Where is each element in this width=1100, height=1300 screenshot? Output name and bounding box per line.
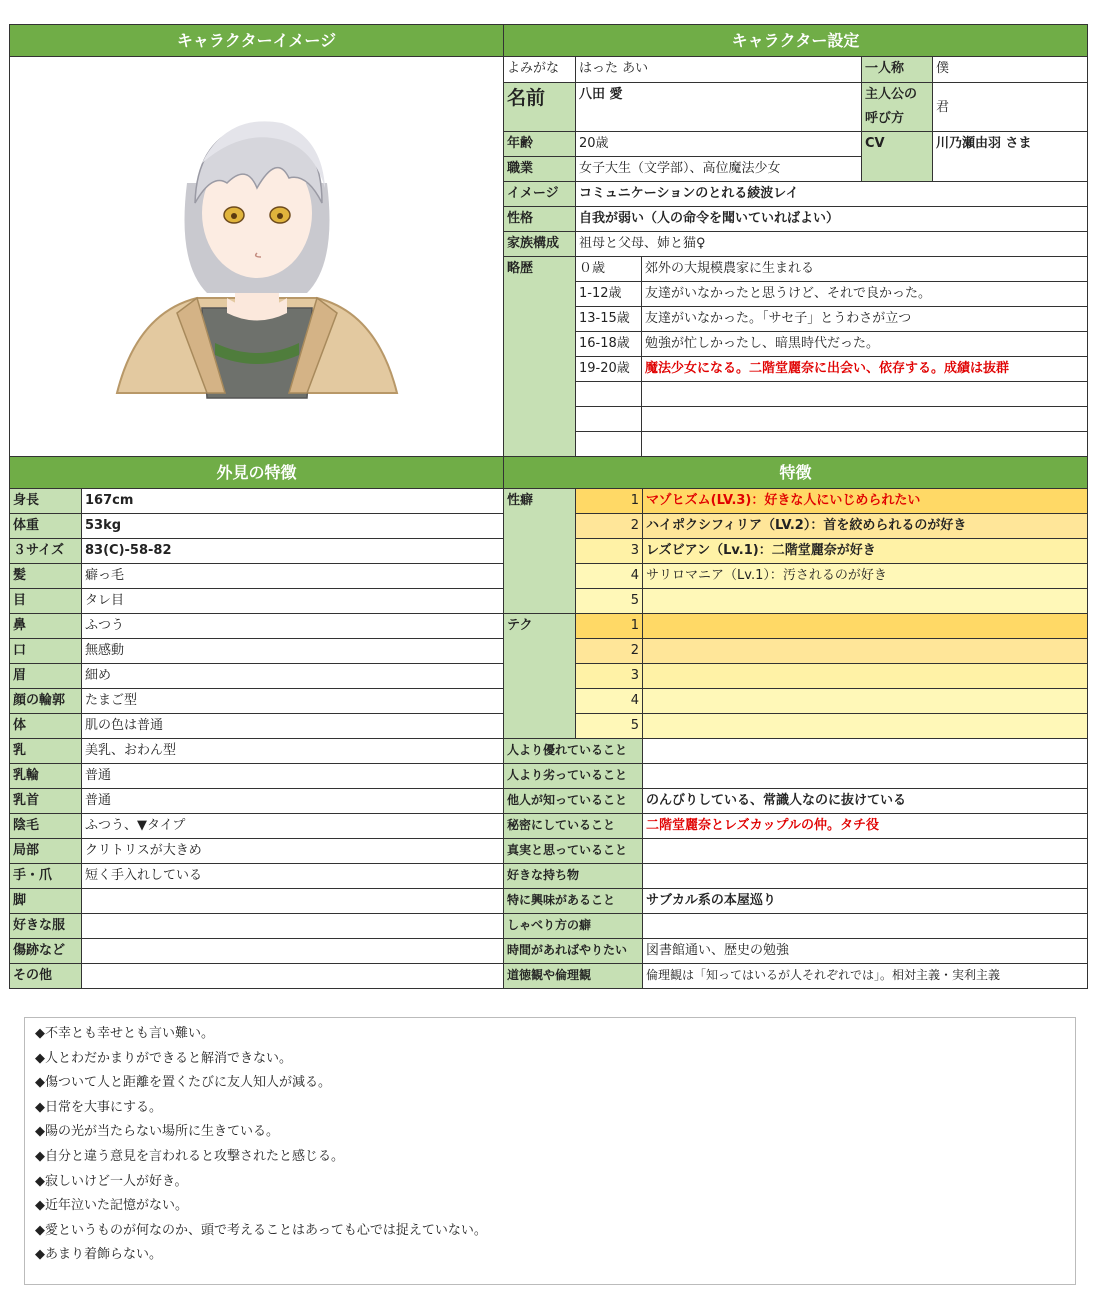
appearance-value — [82, 939, 504, 964]
appearance-label: 脚 — [10, 889, 82, 914]
name-value: 八田 愛 — [576, 83, 862, 132]
appearance-value: 無感動 — [82, 639, 504, 664]
fetish-number: 2 — [576, 514, 643, 539]
cv-value: 川乃瀬由羽 さま — [933, 132, 1088, 182]
fetish-number: 1 — [576, 489, 643, 514]
appearance-value: 美乳、おわん型 — [82, 739, 504, 764]
tech-text — [643, 689, 1088, 714]
appearance-label: 顔の輪郭 — [10, 689, 82, 714]
appearance-label: 局部 — [10, 839, 82, 864]
tech-text — [643, 639, 1088, 664]
settings-header: キャラクター設定 — [504, 25, 1088, 57]
trait-value — [643, 764, 1088, 789]
appearance-value: 普通 — [82, 789, 504, 814]
history-text: 友達がいなかった。「サセ子」とうわさが立つ — [642, 307, 1088, 332]
fetish-number: 4 — [576, 564, 643, 589]
fetish-text: サリロマニア（Lv.1）：汚されるのが好き — [643, 564, 1088, 589]
job-label: 職業 — [504, 157, 576, 182]
note-line: ◆傷ついて人と距離を置くたびに友人知人が減る。 — [35, 1075, 331, 1091]
trait-label: しゃべり方の癖 — [504, 914, 643, 939]
appearance-label: 体重 — [10, 514, 82, 539]
appearance-value: 83(C)-58-82 — [82, 539, 504, 564]
history-age: 13-15歳 — [576, 307, 642, 332]
history-age: 16-18歳 — [576, 332, 642, 357]
trait-value: 倫理観は「知ってはいるが人それぞれでは」。相対主義・実利主義 — [643, 964, 1088, 989]
fetish-text: レズビアン（Lv.1)：二階堂麗奈が好き — [643, 539, 1088, 564]
history-age: ０歳 — [576, 257, 642, 282]
note-line: ◆あまり着飾らない。 — [35, 1247, 162, 1263]
appearance-value: ふつう — [82, 614, 504, 639]
history-age: 1-12歳 — [576, 282, 642, 307]
note-line: ◆愛というものが何なのか、頭で考えることはあっても心では捉えていない。 — [35, 1222, 487, 1238]
appearance-value: 短く手入れしている — [82, 864, 504, 889]
yomigana-label: よみがな — [504, 57, 576, 83]
trait-label: 人より優れていること — [504, 739, 643, 764]
tech-text — [643, 614, 1088, 639]
appearance-value — [82, 964, 504, 989]
appearance-label: 傷跡など — [10, 939, 82, 964]
trait-value: 図書館通い、歴史の勉強 — [643, 939, 1088, 964]
appearance-label: 乳輪 — [10, 764, 82, 789]
family-label: 家族構成 — [504, 232, 576, 257]
appearance-label: ３サイズ — [10, 539, 82, 564]
tech-number: 5 — [576, 714, 643, 739]
appearance-label: 陰毛 — [10, 814, 82, 839]
appearance-value: 普通 — [82, 764, 504, 789]
call-value: 君 — [933, 83, 1088, 132]
tech-number: 1 — [576, 614, 643, 639]
personality-value: 自我が弱い（人の命令を聞いていればよい） — [576, 207, 1088, 232]
appearance-value: 肌の色は普通 — [82, 714, 504, 739]
fetish-label: 性癖 — [504, 489, 576, 614]
history-age-empty — [576, 382, 642, 407]
fetish-number: 5 — [576, 589, 643, 614]
note-line: ◆寂しいけど一人が好き。 — [35, 1173, 188, 1189]
age-label: 年齢 — [504, 132, 576, 157]
traits-header: 特徴 — [504, 457, 1088, 489]
image-label: イメージ — [504, 182, 576, 207]
image-value: コミュニケーションのとれる綾波レイ — [576, 182, 1088, 207]
appearance-value: 53kg — [82, 514, 504, 539]
appearance-label: 髪 — [10, 564, 82, 589]
job-value: 女子大生（文学部）、高位魔法少女 — [576, 157, 862, 182]
appearance-value: クリトリスが大きめ — [82, 839, 504, 864]
fetish-text: ハイポクシフィリア（LV.2）：首を絞められるのが好き — [643, 514, 1088, 539]
appearance-value: 細め — [82, 664, 504, 689]
yomigana-value: はった あい — [576, 57, 862, 83]
appearance-label: 鼻 — [10, 614, 82, 639]
appearance-value: 癖っ毛 — [82, 564, 504, 589]
character-image-cell — [10, 57, 504, 457]
history-label: 略歴 — [504, 257, 576, 457]
history-text: 郊外の大規模農家に生まれる — [642, 257, 1088, 282]
appearance-label: 目 — [10, 589, 82, 614]
trait-label: 人より劣っていること — [504, 764, 643, 789]
appearance-label: その他 — [10, 964, 82, 989]
tech-text — [643, 664, 1088, 689]
trait-label: 特に興味があること — [504, 889, 643, 914]
tech-label: テク — [504, 614, 576, 739]
trait-value: 二階堂麗奈とレズカップルの仲。タチ役 — [643, 814, 1088, 839]
first-person-label: 一人称 — [862, 57, 933, 83]
character-portrait — [107, 93, 407, 413]
tech-number: 4 — [576, 689, 643, 714]
trait-value: のんびりしている、常識人なのに抜けている — [643, 789, 1088, 814]
note-line: ◆不幸とも幸せとも言い難い。 — [35, 1026, 214, 1041]
note-line: ◆陽の光が当たらない場所に生きている。 — [35, 1124, 279, 1140]
appearance-header: 外見の特徴 — [10, 457, 504, 489]
trait-label: 真実と思っていること — [504, 839, 643, 864]
history-age: 19-20歳 — [576, 357, 642, 382]
trait-label: 道徳観や倫理観 — [504, 964, 643, 989]
appearance-value: ふつう、▼タイプ — [82, 814, 504, 839]
history-text-empty — [642, 382, 1088, 407]
call-label: 主人公の呼び方 — [862, 83, 933, 132]
history-text-empty — [642, 407, 1088, 432]
trait-label: 時間があればやりたい — [504, 939, 643, 964]
traits-table — [9, 456, 1088, 989]
note-line: ◆人とわだかまりができると解消できない。 — [35, 1050, 292, 1066]
appearance-value: タレ目 — [82, 589, 504, 614]
appearance-label: 好きな服 — [10, 914, 82, 939]
name-label: 名前 — [504, 83, 576, 132]
appearance-label: 体 — [10, 714, 82, 739]
cv-label: CV — [862, 132, 933, 182]
note-line: ◆近年泣いた記憶がない。 — [35, 1198, 188, 1214]
appearance-label: 乳首 — [10, 789, 82, 814]
appearance-value: たまご型 — [82, 689, 504, 714]
trait-value — [643, 739, 1088, 764]
note-line: ◆自分と違う意見を言われると攻撃されたと感じる。 — [35, 1148, 344, 1164]
tech-text — [643, 714, 1088, 739]
trait-value: サブカル系の本屋巡り — [643, 889, 1088, 914]
history-text: 勉強が忙しかったし、暗黒時代だった。 — [642, 332, 1088, 357]
appearance-value — [82, 914, 504, 939]
personality-label: 性格 — [504, 207, 576, 232]
appearance-label: 手・爪 — [10, 864, 82, 889]
history-age-empty — [576, 432, 642, 457]
trait-value — [643, 914, 1088, 939]
appearance-label: 口 — [10, 639, 82, 664]
appearance-label: 乳 — [10, 739, 82, 764]
image-header: キャラクターイメージ — [10, 25, 504, 57]
notes-box — [24, 1017, 1076, 1285]
trait-label: 好きな持ち物 — [504, 864, 643, 889]
history-text-empty — [642, 432, 1088, 457]
appearance-value — [82, 889, 504, 914]
history-text: 友達がいなかったと思うけど、それで良かった。 — [642, 282, 1088, 307]
tech-number: 2 — [576, 639, 643, 664]
appearance-label: 眉 — [10, 664, 82, 689]
appearance-label: 身長 — [10, 489, 82, 514]
trait-label: 他人が知っていること — [504, 789, 643, 814]
trait-label: 秘密にしていること — [504, 814, 643, 839]
fetish-text — [643, 589, 1088, 614]
family-value: 祖母と父母、姉と猫♀ — [576, 232, 1088, 257]
tech-number: 3 — [576, 664, 643, 689]
note-line: ◆日常を大事にする。 — [35, 1099, 162, 1115]
history-age-empty — [576, 407, 642, 432]
trait-value — [643, 839, 1088, 864]
history-text: 魔法少女になる。二階堂麗奈に出会い、依存する。成績は抜群 — [642, 357, 1088, 382]
age-value: 20歳 — [576, 132, 862, 157]
appearance-value: 167cm — [82, 489, 504, 514]
top-table — [9, 24, 1088, 457]
trait-value — [643, 864, 1088, 889]
first-person-value: 僕 — [933, 57, 1088, 83]
fetish-number: 3 — [576, 539, 643, 564]
fetish-text: マゾヒズム(LV.3)：好きな人にいじめられたい — [643, 489, 1088, 514]
